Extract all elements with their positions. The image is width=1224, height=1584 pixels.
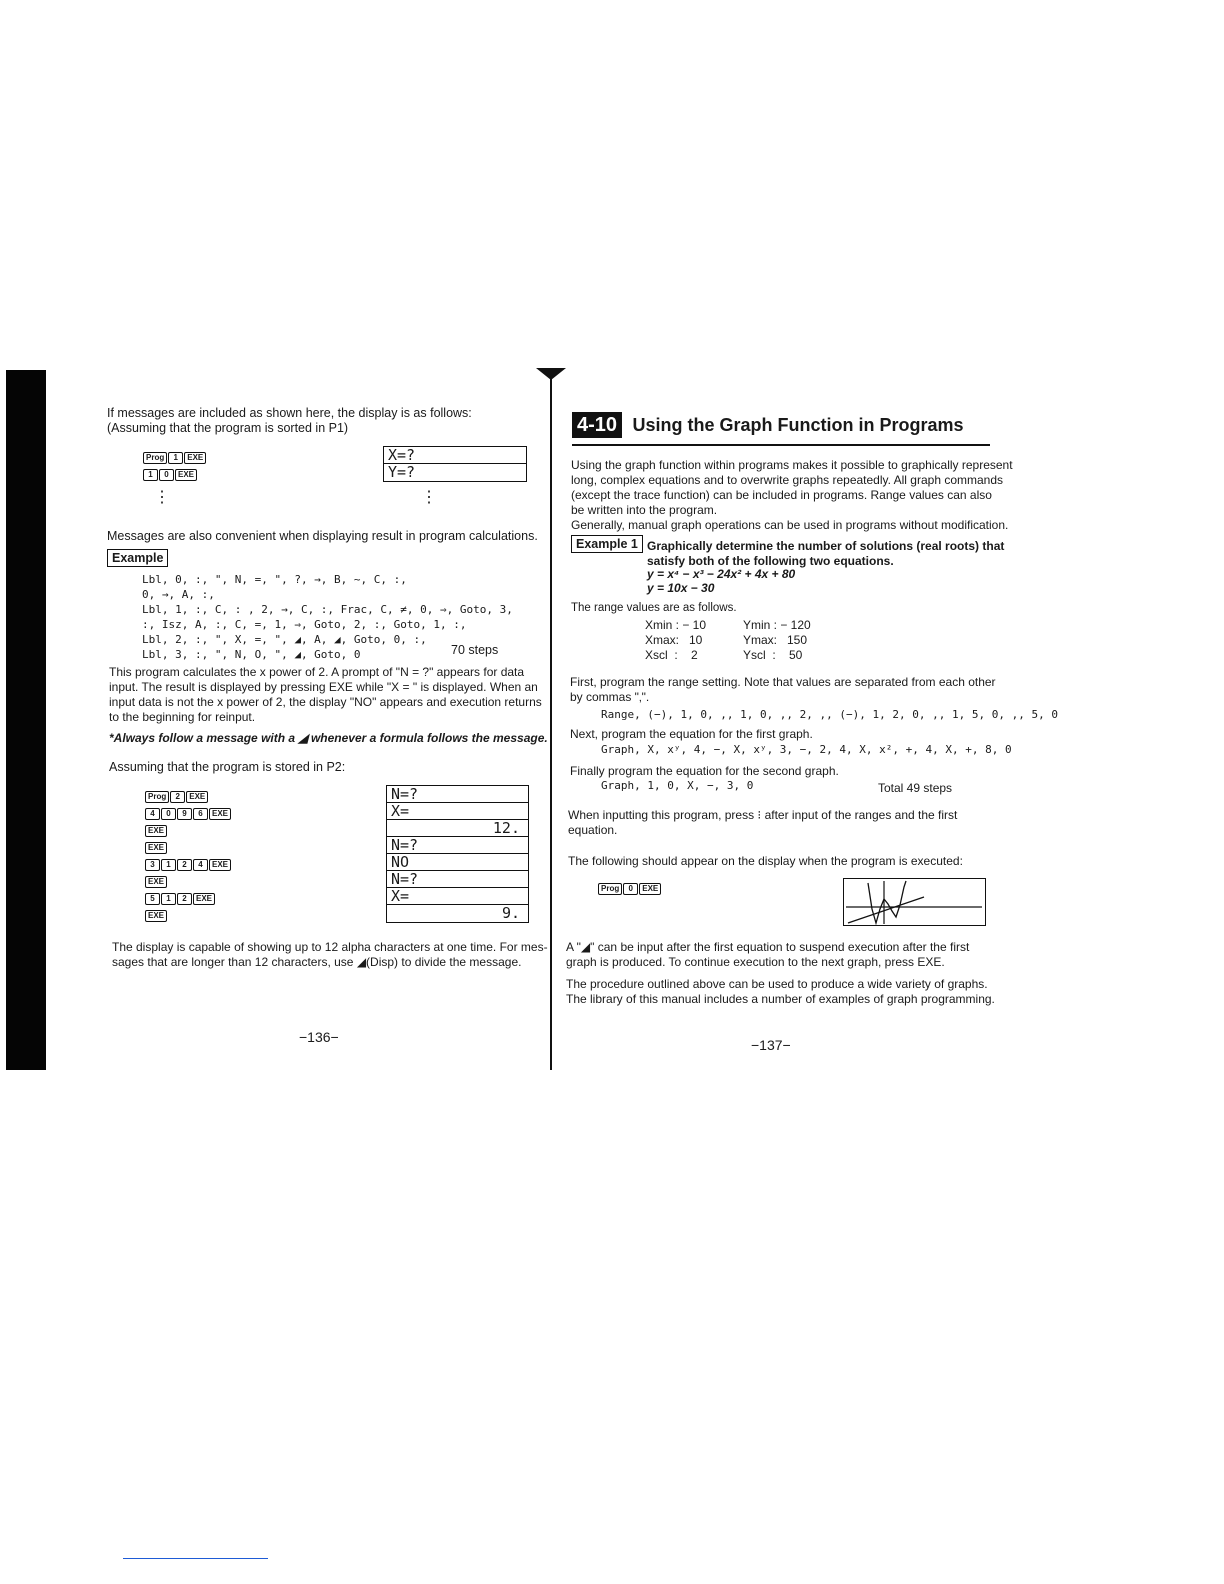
lcd-line: 9. (501, 904, 520, 922)
key-sequence-1 (143, 449, 207, 483)
key-prog-icon: Prog (598, 883, 622, 895)
range-row (645, 618, 811, 633)
key-prog-icon: Prog (143, 452, 167, 464)
key-row (145, 822, 232, 839)
graph-plot (844, 879, 984, 925)
continuation-dots: ⋮ (421, 489, 437, 506)
paragraph-line: Generally, manual graph operations can be used in programs without modification. (571, 518, 1009, 532)
page-spine (550, 378, 552, 1070)
key-exe-icon: EXE (639, 883, 661, 895)
lcd-line: N=? (387, 786, 528, 803)
example-label: Example (107, 549, 168, 567)
lcd-line: X= (387, 803, 528, 820)
explanation-paragraph (109, 665, 542, 725)
total-steps: Total 49 steps (878, 781, 953, 795)
key-sequence-3 (598, 880, 662, 898)
paragraph-line: A "◢" can be input after the first equation to suspend execution after the first (566, 940, 970, 954)
range-command: Range, (−), 1, 0, ‚, 1, 0, ‚, 2, ‚, (−), 1, 2, 0, ‚, 1, 5, 0, ‚, 5, 0 (601, 708, 1058, 721)
key-row (145, 839, 232, 856)
key-0-icon: 0 (623, 883, 638, 895)
convenient-text: Messages are also convenient when displaying result in program calculations. (107, 529, 538, 543)
paragraph-line: (except the trace function) can be included in programs. Range values can also (571, 488, 992, 502)
key-1-icon: 1 (168, 452, 183, 464)
graph1-command: Graph, X, xʸ, 4, −, X, xʸ, 3, −, 2, 4, X, x², +, 4, X, +, 8, 0 (601, 743, 1012, 756)
key-1-icon: 1 (161, 893, 176, 905)
key-exe-icon: EXE (175, 469, 197, 481)
paragraph-line: input data is not the x power of 2, the display "NO" appears and execution returns (109, 695, 542, 709)
paragraph-line: sages that are longer than 12 characters, use ◢(Disp) to divide the message. (112, 955, 522, 969)
paragraph-line: When inputting this program, press ⁝ after input of the ranges and the first (568, 808, 958, 822)
continuation-dots: ⋮ (154, 489, 170, 506)
section-number: 4-10 (572, 412, 622, 438)
code-line: Lbl, 0, :, ", N, =, ", ?, →, B, ~, C, :, (142, 573, 407, 586)
footer-rule (123, 1558, 268, 1559)
lcd-display-2 (386, 785, 529, 923)
range-x: Xscl : 2 (645, 648, 698, 662)
range-x: Xmin : − 10 (645, 618, 707, 632)
lcd-line: N=? (387, 871, 528, 888)
key-row (143, 466, 207, 483)
range-row (645, 633, 811, 648)
example-1-title (647, 539, 1004, 569)
scan-edge-shadow (6, 370, 46, 1070)
key-row (145, 890, 232, 907)
intro-line-2: (Assuming that the program is sorted in P1) (107, 421, 349, 435)
paragraph-line: This program calculates the x power of 2. A prompt of "N = ?" appears for data (109, 665, 525, 679)
key-exe-icon: EXE (186, 791, 208, 803)
lcd-line: N=? (387, 837, 528, 854)
paragraph-line: by commas "‚". (570, 690, 650, 704)
key-sequence-2 (145, 788, 232, 924)
lcd-line: 12. (387, 820, 528, 837)
paragraph-line: The library of this manual includes a number of examples of graph programming. (566, 992, 995, 1006)
key-row (145, 873, 232, 890)
equation-2: y = 10x − 30 (647, 581, 715, 595)
key-exe-icon: EXE (209, 859, 231, 871)
key-3-icon: 3 (145, 859, 160, 871)
intro-line-1: If messages are included as shown here, the display is as follows: (107, 406, 472, 420)
key-0-icon: 0 (161, 808, 176, 820)
paragraph-line: Using the graph function within programs makes it possible to graphically represent (571, 458, 1013, 472)
key-row (145, 856, 232, 873)
key-prog-icon: Prog (145, 791, 169, 803)
key-1-icon: 1 (143, 469, 158, 481)
key-2-icon: 2 (177, 893, 192, 905)
key-6-icon: 6 (193, 808, 208, 820)
key-exe-icon: EXE (145, 876, 167, 888)
code-line: Lbl, 2, :, ", X, =, ", ◢, A, ◢, Goto, 0, :, (142, 633, 427, 646)
equation-1: y = x⁴ − x³ − 24x² + 4x + 80 (647, 567, 796, 581)
lcd-display-1 (383, 446, 527, 482)
lcd-line: X=? (384, 447, 526, 464)
page-number-left: −136− (299, 1029, 339, 1045)
title-line: satisfy both of the following two equations. (647, 554, 894, 568)
range-intro: The range values are as follows. (571, 602, 737, 614)
key-row (145, 805, 232, 822)
paragraph-line: long, complex equations and to overwrite graphs repeatedly. All graph commands (571, 473, 1004, 487)
key-exe-icon: EXE (145, 825, 167, 837)
key-row (145, 788, 232, 805)
example-1-label: Example 1 (571, 535, 643, 553)
procedure-note (566, 977, 995, 1007)
heading-rule (572, 444, 990, 446)
key-9-icon: 9 (177, 808, 192, 820)
code-line: 0, →, A, :, (142, 588, 215, 601)
paragraph-line: First, program the range setting. Note that values are separated from each other (570, 675, 996, 689)
range-row (645, 648, 811, 663)
key-row (145, 907, 232, 924)
paragraph-line: be written into the program. (571, 503, 718, 517)
code-line: Lbl, 3, :, ", N, O, ", ◢, Goto, 0 (142, 648, 361, 661)
paragraph-line: input. The result is displayed by pressing EXE while "X = " is displayed. When an (109, 680, 538, 694)
section-title: Using the Graph Function in Programs (632, 415, 964, 435)
paragraph-line: to the beginning for reinput. (109, 710, 256, 724)
key-1-icon: 1 (161, 859, 176, 871)
key-2-icon: 2 (177, 859, 192, 871)
message-note: *Always follow a message with a ◢ whenever a formula follows the message. (109, 731, 548, 745)
section-heading (572, 414, 964, 437)
key-exe-icon: EXE (209, 808, 231, 820)
lcd-line: Y=? (388, 463, 416, 481)
key-4-icon: 4 (193, 859, 208, 871)
key-exe-icon: EXE (184, 452, 206, 464)
first-paragraph (570, 675, 996, 705)
key-exe-icon: EXE (193, 893, 215, 905)
lcd-line: NO (387, 854, 528, 871)
title-line: Graphically determine the number of solutions (real roots) that (647, 539, 1005, 553)
following-text: The following should appear on the display when the program is executed: (568, 854, 963, 868)
range-y: Yscl : 50 (743, 648, 803, 662)
lcd-line: X= (387, 888, 528, 905)
key-row (598, 880, 662, 898)
code-line: :, Isz, A, :, C, =, 1, ⇒, Goto, 2, :, Goto, 1, :, (142, 618, 467, 631)
key-5-icon: 5 (145, 893, 160, 905)
code-line: Lbl, 1, :, C, : , 2, →, C, :, Frac, C, ≠, 0, ⇒, Goto, 3, (142, 603, 513, 616)
finally-text: Finally program the equation for the second graph. (570, 764, 839, 778)
key-exe-icon: EXE (145, 842, 167, 854)
graph2-command: Graph, 1, 0, X, −, 3, 0 (601, 779, 754, 792)
page-number-right: −137− (751, 1037, 791, 1053)
graph-display (843, 878, 986, 926)
assuming-text: Assuming that the program is stored in P2: (109, 760, 346, 774)
key-4-icon: 4 (145, 808, 160, 820)
key-row (143, 449, 207, 466)
suspend-note (566, 940, 969, 970)
range-x: Xmax: 10 (645, 633, 703, 647)
step-count: 70 steps (451, 643, 499, 657)
range-y: Ymin : − 120 (743, 618, 811, 632)
paragraph-line: graph is produced. To continue execution to the next graph, press EXE. (566, 955, 945, 969)
next-text: Next, program the equation for the first graph. (570, 727, 813, 741)
key-0-icon: 0 (159, 469, 174, 481)
inputting-note (568, 808, 957, 838)
paragraph-line: The procedure outlined above can be used to produce a wide variety of graphs. (566, 977, 988, 991)
range-y: Ymax: 150 (743, 633, 808, 647)
key-2-icon: 2 (170, 791, 185, 803)
intro-paragraph (571, 458, 1013, 533)
key-exe-icon: EXE (145, 910, 167, 922)
range-values (645, 618, 811, 663)
paragraph-line: The display is capable of showing up to 12 alpha characters at one time. For mes- (112, 940, 548, 954)
display-capacity-note (112, 940, 548, 970)
paragraph-line: equation. (568, 823, 618, 837)
